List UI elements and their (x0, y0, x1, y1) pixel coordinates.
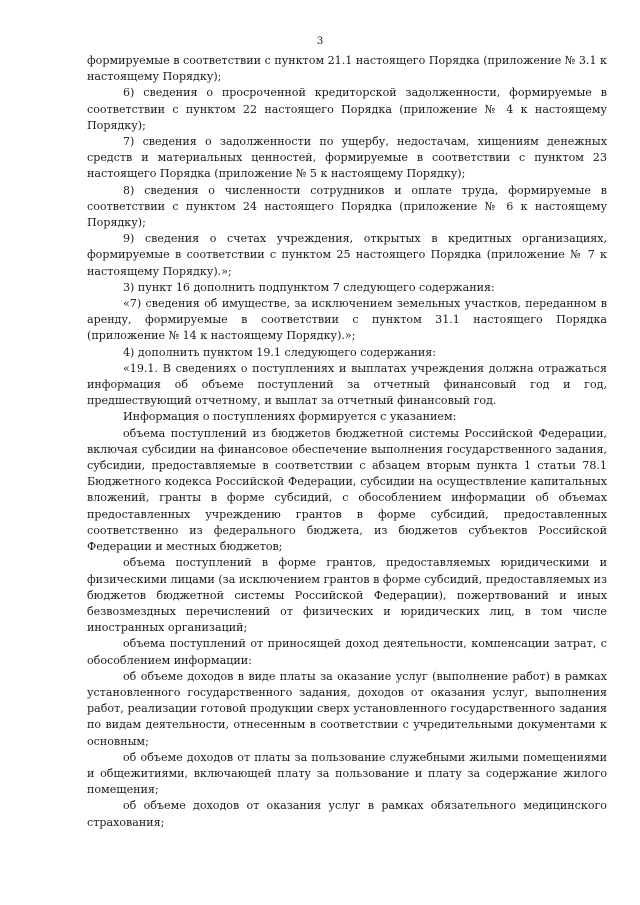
paragraph: 6) сведения о просроченной кредиторской задолженности, формируемые в соответствии с пунктом 22 настоящего Порядка (приложение № 4 к настоящему Порядку); (87, 86, 607, 132)
paragraph: формируемые в соответствии с пунктом 21.1 настоящего Порядка (приложение № 3.1 к настоящему Порядку); (87, 54, 607, 84)
paragraph: об объеме доходов в виде платы за оказание услуг (выполнение работ) в рамках установленного государственного задания, доходов от оказания услуг, выполнения работ, реализации готовой продукции сверх установленного государственного задания по видам деятельности, отнесенным в соответствии с учредительными документами к основным; (87, 669, 607, 748)
paragraph: 7) сведения о задолженности по ущербу, недостачам, хищениям денежных средств и материальных ценностей, формируемые в соответствии с пунктом 23 настоящего Порядка (приложение № 5 к настоящему Порядку); (87, 135, 607, 181)
paragraph: «19.1. В сведениях о поступлениях и выплатах учреждения должна отражаться информация об объеме поступлений за отчетный финансовый год и год, предшествующий отчетному, и выплат за отчетный финансовый год. (87, 361, 607, 408)
paragraph: «7) сведения об имуществе, за исключением земельных участков, переданном в аренду, формируемые в соответствии с пунктом 31.1 настоящего Порядка (приложение № 14 к настоящему Порядку).»; (87, 297, 607, 343)
paragraph: объема поступлений от приносящей доход деятельности, компенсации затрат, с обособлением информации: (87, 637, 607, 667)
paragraph: 3) пункт 16 дополнить подпунктом 7 следующего содержания: (123, 280, 495, 294)
paragraph: об объеме доходов от оказания услуг в рамках обязательного медицинского страхования; (87, 799, 607, 829)
paragraph: объема поступлений в форме грантов, предоставляемых юридическими и физическими лицами (за исключением грантов в форме субсидий, предоставляемых из бюджетов бюджетной системы Российской Федерации), пожертвований и иных безвозмездных перечислений от физических и юридических лиц, в том числе иностранных организаций; (87, 556, 607, 635)
paragraph: 9) сведения о счетах учреждения, открытых в кредитных организациях, формируемые в соответствии с пунктом 25 настоящего Порядка (приложение № 7 к настоящему Порядку).»; (87, 232, 607, 278)
paragraph: Информация о поступлениях формируется с указанием: (123, 410, 457, 424)
paragraph: об объеме доходов от платы за пользование служебными жилыми помещениями и общежитиями, включающей плату за пользование и плату за содержание жилого помещения; (87, 750, 607, 797)
paragraph: 8) сведения о численности сотрудников и оплате труда, формируемые в соответствии с пунктом 24 настоящего Порядка (приложение № 6 к настоящему Порядку); (87, 183, 607, 230)
page-number: 3 (316, 36, 324, 47)
paragraph: объема поступлений из бюджетов бюджетной системы Российской Федерации, включая субсидии на финансовое обеспечение выполнения государственного задания, субсидии, предоставляемые в соответствии с абзацем вторым пункта 1 статьи 78.1 Бюджетного кодекса Российской Федерации, субсидии на осуществление капитальных вложений, гранты в форме субсидий, с обособлением информации об объемах предоставленных учреждению грантов в форме субсидий, предоставленных соответственно из федерального бюджета, из бюджетов субъектов Российской Федерации и местных бюджетов; (87, 426, 607, 554)
document-body (87, 53, 607, 831)
paragraph: 4) дополнить пунктом 19.1 следующего содержания: (123, 345, 436, 359)
